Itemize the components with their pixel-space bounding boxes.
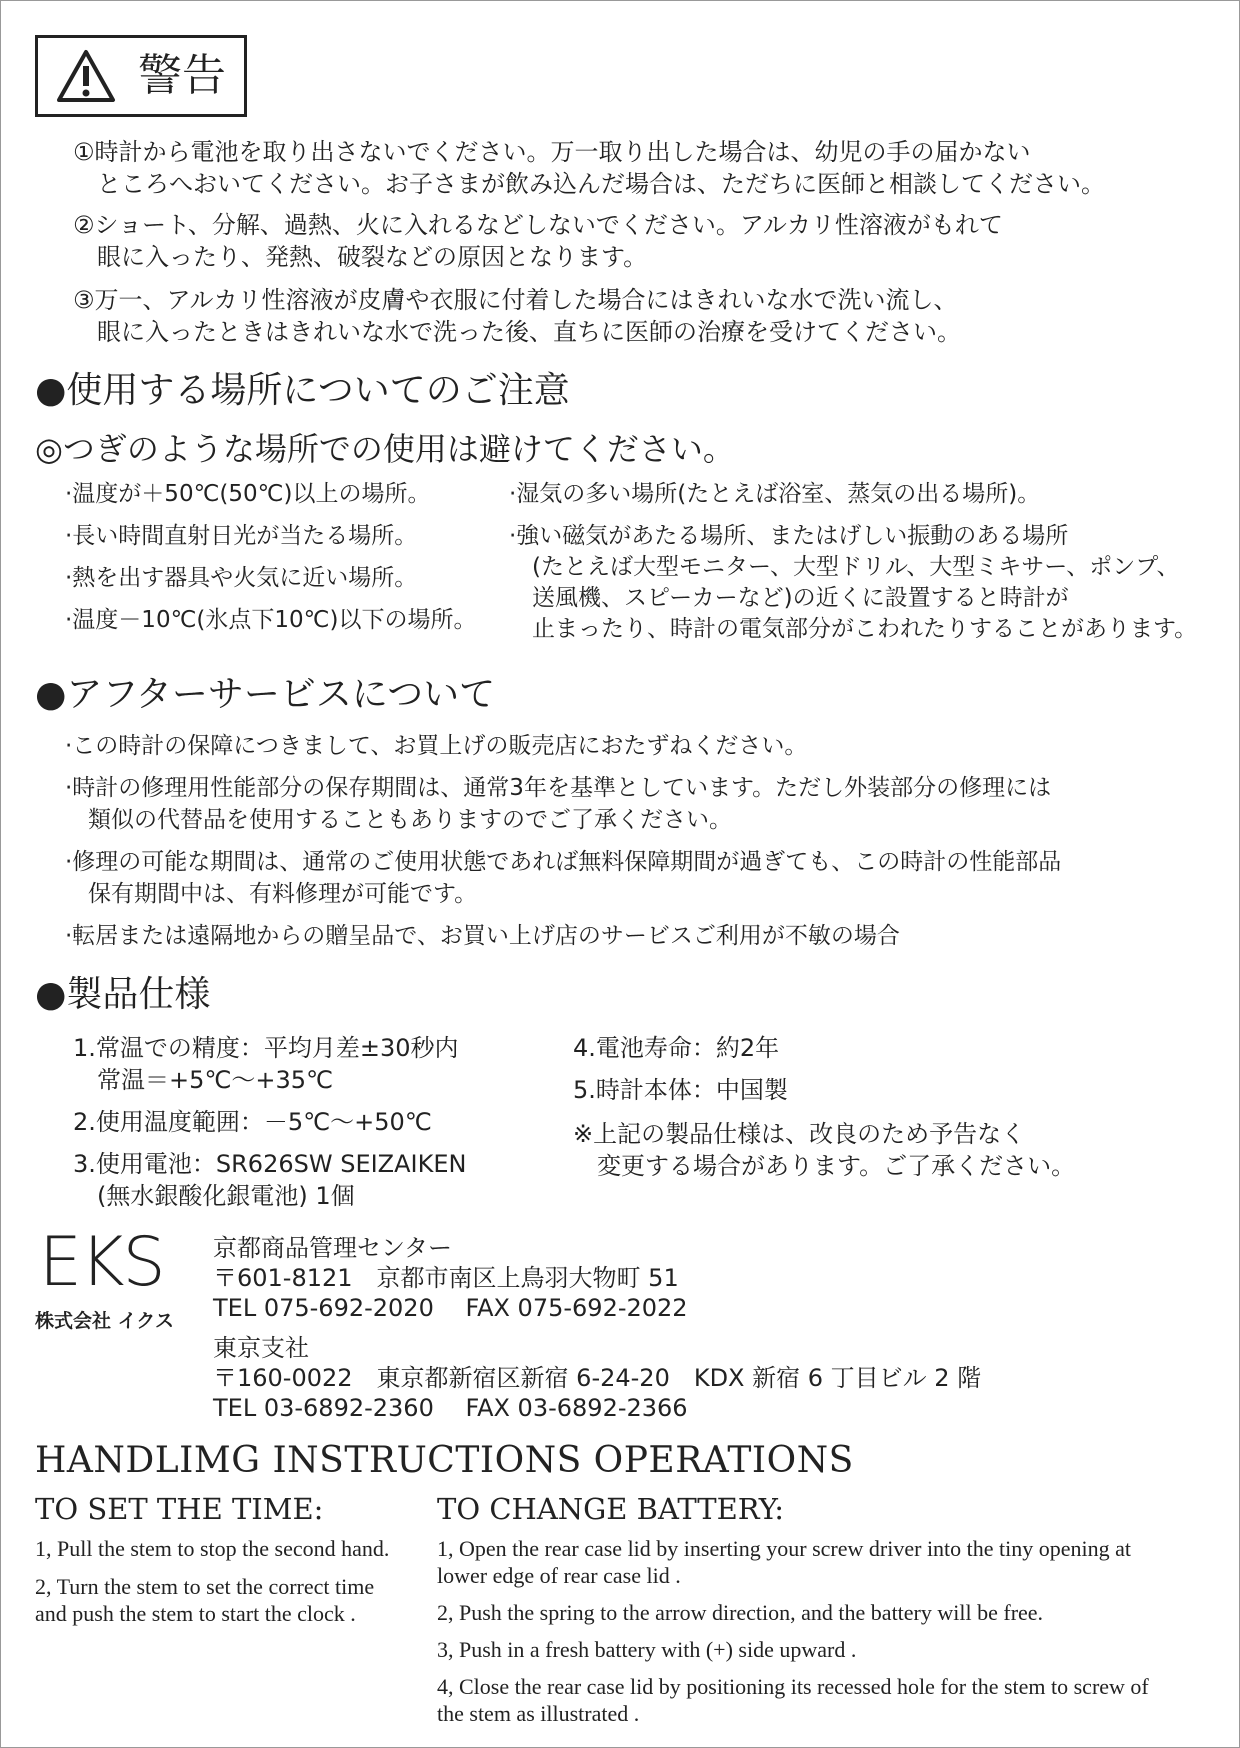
service-item-4: ·転居または遠隔地からの贈呈品で、お買い上げ店のサービスご利用が不敏の場合: [65, 923, 900, 949]
service-item-3-line-1: ·修理の可能な期間は、通常のご使用状態であれば無料保障期間が過ぎても、この時計の性能部品: [65, 849, 1062, 875]
usage-right-item-2-line-3: 送風機、スピーカーなど)の近くに設置すると時計が: [509, 585, 1069, 611]
spec-left-line-4: 3.使用電池：SR626SW SEIZAIKEN: [73, 1150, 467, 1178]
spec-right-line-2: 5.時計本体：中国製: [573, 1076, 788, 1104]
warning-triangle-icon: [56, 48, 116, 104]
warning-item-2-line-1: ②ショート、分解、過熱、火に入れるなどしないでください。アルカリ性溶液がもれて: [73, 211, 1003, 239]
spec-left-line-5: (無水銀酸化銀電池) 1個: [73, 1182, 355, 1210]
spec-right-line-1: 4.電池寿命：約2年: [573, 1034, 780, 1062]
tokyo-office-name: 東京支社: [213, 1334, 309, 1362]
spec-left-line-3: 2.使用温度範囲：－5℃～+50℃: [73, 1108, 432, 1136]
usage-right-item-2-line-2: (たとえば大型モニター、大型ドリル、大型ミキサー、ポンプ、: [509, 554, 1180, 580]
spec-heading: ●製品仕様: [35, 974, 211, 1015]
battery-step-2: 2, Push the spring to the arrow direction, and the battery will be free.: [437, 1600, 1044, 1625]
warning-item-3-line-2: 眼に入ったときはきれいな水で洗った後、直ちに医師の治療を受けてください。: [73, 318, 961, 346]
warning-item-2-line-2: 眼に入ったり、発熱、破裂などの原因となります。: [73, 243, 648, 271]
usage-right-item-2-line-1: ·強い磁気があたる場所、またはげしい振動のある場所: [509, 523, 1069, 549]
usage-subheading: ◎つぎのような場所での使用は避けてください。: [35, 430, 735, 468]
set-time-step-2-line-2: and push the stem to start the clock .: [35, 1601, 356, 1626]
warning-item-1-line-1: ①時計から電池を取り出さないでください。万一取り出した場合は、幼児の手の届かない: [73, 138, 1031, 166]
usage-heading: ●使用する場所についてのご注意: [35, 370, 570, 411]
service-item-3-line-2: 保有期間中は、有料修理が可能です。: [65, 881, 478, 907]
usage-left-item-4: ·温度－10℃(氷点下10℃)以下の場所。: [65, 607, 477, 633]
kyoto-office-address: 〒601-8121 京都市南区上鳥羽大物町 51: [213, 1264, 679, 1292]
spec-right-line-3: ※上記の製品仕様は、改良のため予告なく: [573, 1120, 1026, 1148]
spec-left-line-2: 常温＝+5℃～+35℃: [73, 1066, 333, 1094]
usage-right-item-2-line-4: 止まったり、時計の電気部分がこわれたりすることがあります。: [509, 616, 1198, 642]
change-battery-heading: TO CHANGE BATTERY:: [437, 1492, 785, 1526]
set-time-step-1: 1, Pull the stem to stop the second hand.: [35, 1536, 390, 1561]
battery-step-4-line-2: the stem as illustrated .: [437, 1701, 640, 1726]
usage-left-item-1: ·温度が＋50℃(50℃)以上の場所。: [65, 481, 431, 507]
battery-step-4-line-1: 4, Close the rear case lid by positioning its recessed hole for the stem to screw of: [437, 1674, 1149, 1699]
kyoto-office-phone: TEL 075-692-2020 FAX 075-692-2022: [213, 1294, 688, 1322]
battery-step-1-line-2: lower edge of rear case lid .: [437, 1563, 681, 1588]
service-heading: ●アフターサービスについて: [35, 674, 496, 715]
warning-item-1-line-2: ところへおいてください。お子さまが飲み込んだ場合は、ただちに医師と相談してください。: [73, 170, 1105, 198]
eks-logo: EKS: [39, 1223, 164, 1302]
service-item-1: ·この時計の保障につきまして、お買上げの販売店におたずねください。: [65, 733, 808, 759]
service-item-2-line-2: 類似の代替品を使用することもありますのでご了承ください。: [65, 807, 732, 833]
usage-left-item-2: ·長い時間直射日光が当たる場所。: [65, 523, 418, 549]
english-instructions-title: HANDLIMG INSTRUCTIONS OPERATIONS: [35, 1440, 854, 1481]
set-time-heading: TO SET THE TIME:: [35, 1492, 324, 1526]
tokyo-office-phone: TEL 03-6892-2360 FAX 03-6892-2366: [213, 1394, 688, 1422]
usage-left-item-3: ·熱を出す器具や火気に近い場所。: [65, 565, 418, 591]
set-time-step-2-line-1: 2, Turn the stem to set the correct time: [35, 1574, 375, 1599]
battery-step-1-line-1: 1, Open the rear case lid by inserting your screw driver into the tiny opening at: [437, 1536, 1132, 1561]
warning-title: 警告: [138, 50, 226, 101]
service-item-2-line-1: ·時計の修理用性能部分の保存期間は、通常3年を基準としています。ただし外装部分の修理には: [65, 775, 1052, 801]
warning-item-3-line-1: ③万一、アルカリ性溶液が皮膚や衣服に付着した場合にはきれいな水で洗い流し、: [73, 286, 958, 314]
usage-right-item-1: ·湿気の多い場所(たとえば浴室、蒸気の出る場所)。: [509, 481, 1041, 507]
kyoto-office-name: 京都商品管理センター: [213, 1234, 453, 1262]
spec-left-line-1: 1.常温での精度：平均月差±30秒内: [73, 1034, 459, 1062]
battery-step-3: 3, Push in a fresh battery with (+) side upward .: [437, 1637, 857, 1662]
spec-right-line-4: 変更する場合があります。ご了承ください。: [573, 1152, 1076, 1180]
company-name-logo: 株式会社 イクス: [35, 1310, 175, 1332]
tokyo-office-address: 〒160-0022 東京都新宿区新宿 6-24-20 KDX 新宿 6 丁目ビル 2 階: [213, 1364, 982, 1392]
warning-header: [35, 35, 247, 117]
